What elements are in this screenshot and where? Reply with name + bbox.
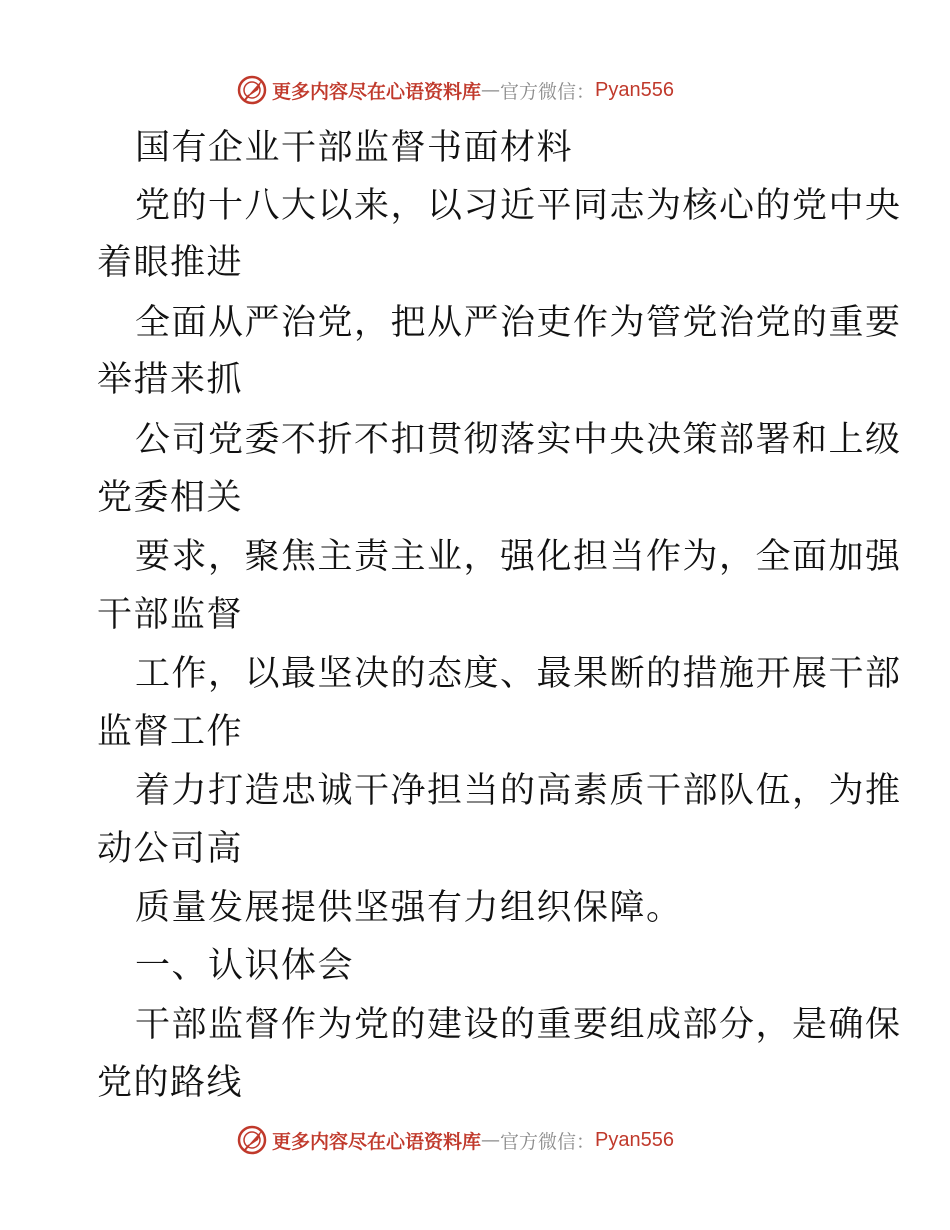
paragraph-line: 要求，聚焦主责主业，强化担当作为，全面加强 [135, 537, 902, 577]
paragraph-line: 着眼推进 [97, 243, 244, 283]
watermark-brand: 更多内容尽在心语资料库 [272, 1130, 482, 1153]
paragraph-line: 动公司高 [97, 829, 244, 869]
document-title: 国有企业干部监督书面材料 [135, 128, 574, 168]
paragraph-line: 党的路线 [97, 1063, 244, 1103]
paragraph-line: 举措来抓 [97, 360, 244, 400]
paragraph-line: 公司党委不折不扣贯彻落实中央决策部署和上级 [135, 420, 902, 460]
section-heading: 一、认识体会 [135, 946, 355, 986]
paragraph-line: 党委相关 [97, 478, 244, 518]
watermark-wechat-label: 官方微信： [500, 1130, 596, 1153]
paragraph-line: 工作，以最坚决的态度、最果断的措施开展干部 [135, 654, 902, 694]
paragraph-line: 监督工作 [97, 712, 244, 752]
paragraph-line: 质量发展提供坚强有力组织保障。 [135, 888, 683, 928]
watermark-wechat-label: 官方微信： [500, 80, 596, 103]
header-watermark [236, 73, 674, 107]
footer-watermark [236, 1123, 674, 1157]
paragraph-line: 全面从严治党，把从严治吏作为管党治党的重要 [135, 303, 902, 343]
quill-logo-icon [236, 1124, 268, 1156]
watermark-separator: — [481, 79, 501, 101]
paragraph-line: 干部监督 [97, 595, 244, 635]
watermark-wechat-id: Pyan556 [595, 1128, 674, 1151]
paragraph-line: 干部监督作为党的建设的重要组成部分，是确保 [135, 1005, 902, 1045]
watermark-separator: — [481, 1129, 501, 1151]
quill-logo-icon [236, 74, 268, 106]
paragraph-line: 党的十八大以来，以习近平同志为核心的党中央 [135, 186, 902, 226]
watermark-wechat-id: Pyan556 [595, 78, 674, 101]
watermark-brand: 更多内容尽在心语资料库 [272, 80, 482, 103]
paragraph-line: 着力打造忠诚干净担当的高素质干部队伍，为推 [135, 771, 902, 811]
